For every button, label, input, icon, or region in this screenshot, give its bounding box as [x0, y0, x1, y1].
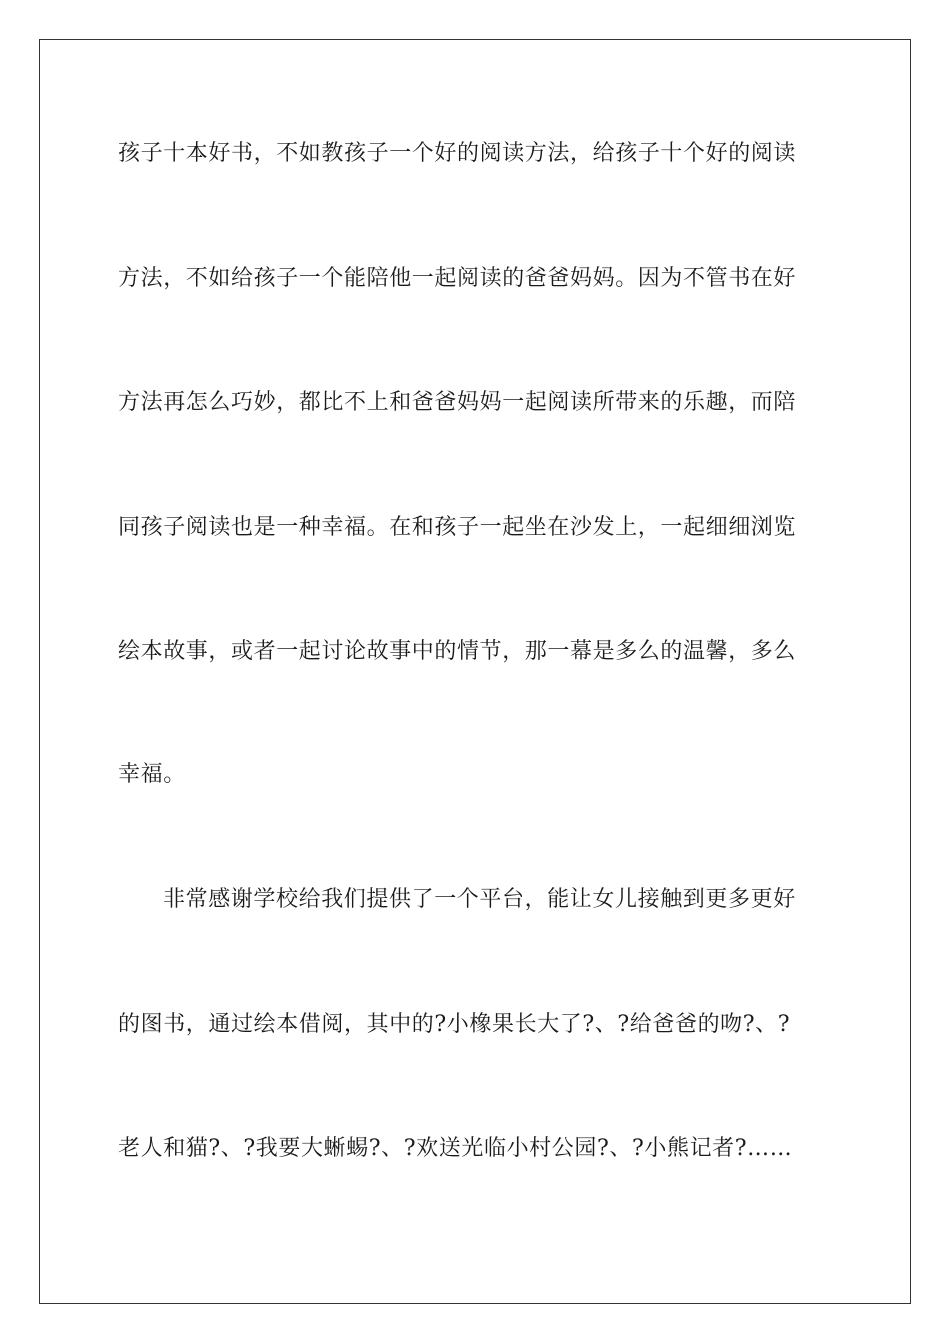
text-line-4: 同孩子阅读也是一种幸福。在和孩子一起坐在沙发上，一起细细浏览: [118, 515, 797, 540]
page-border: [39, 39, 911, 1304]
text-line-9: 老人和猫?、?我要大蜥蜴?、?欢送光临小村公园?、?小熊记者?……: [118, 1136, 793, 1161]
text-line-1: 孩子十本好书，不如教孩子一个好的阅读方法，给孩子十个好的阅读: [118, 141, 797, 166]
text-line-5: 绘本故事，或者一起讨论故事中的情节，那一幕是多么的温馨，多么: [118, 639, 797, 664]
text-line-8: 的图书，通过绘本借阅，其中的?小橡果长大了?、?给爸爸的吻?、?: [118, 1012, 791, 1037]
text-line-3: 方法再怎么巧妙，都比不上和爸爸妈妈一起阅读所带来的乐趣，而陪: [118, 390, 797, 415]
paragraph-2-first-line: 非常感谢学校给我们提供了一个平台，能让女儿接触到更多更好: [163, 887, 796, 912]
text-line-2: 方法，不如给孩子一个能陪他一起阅读的爸爸妈妈。因为不管书在好: [118, 266, 797, 291]
text-line-6: 幸福。: [118, 762, 186, 787]
